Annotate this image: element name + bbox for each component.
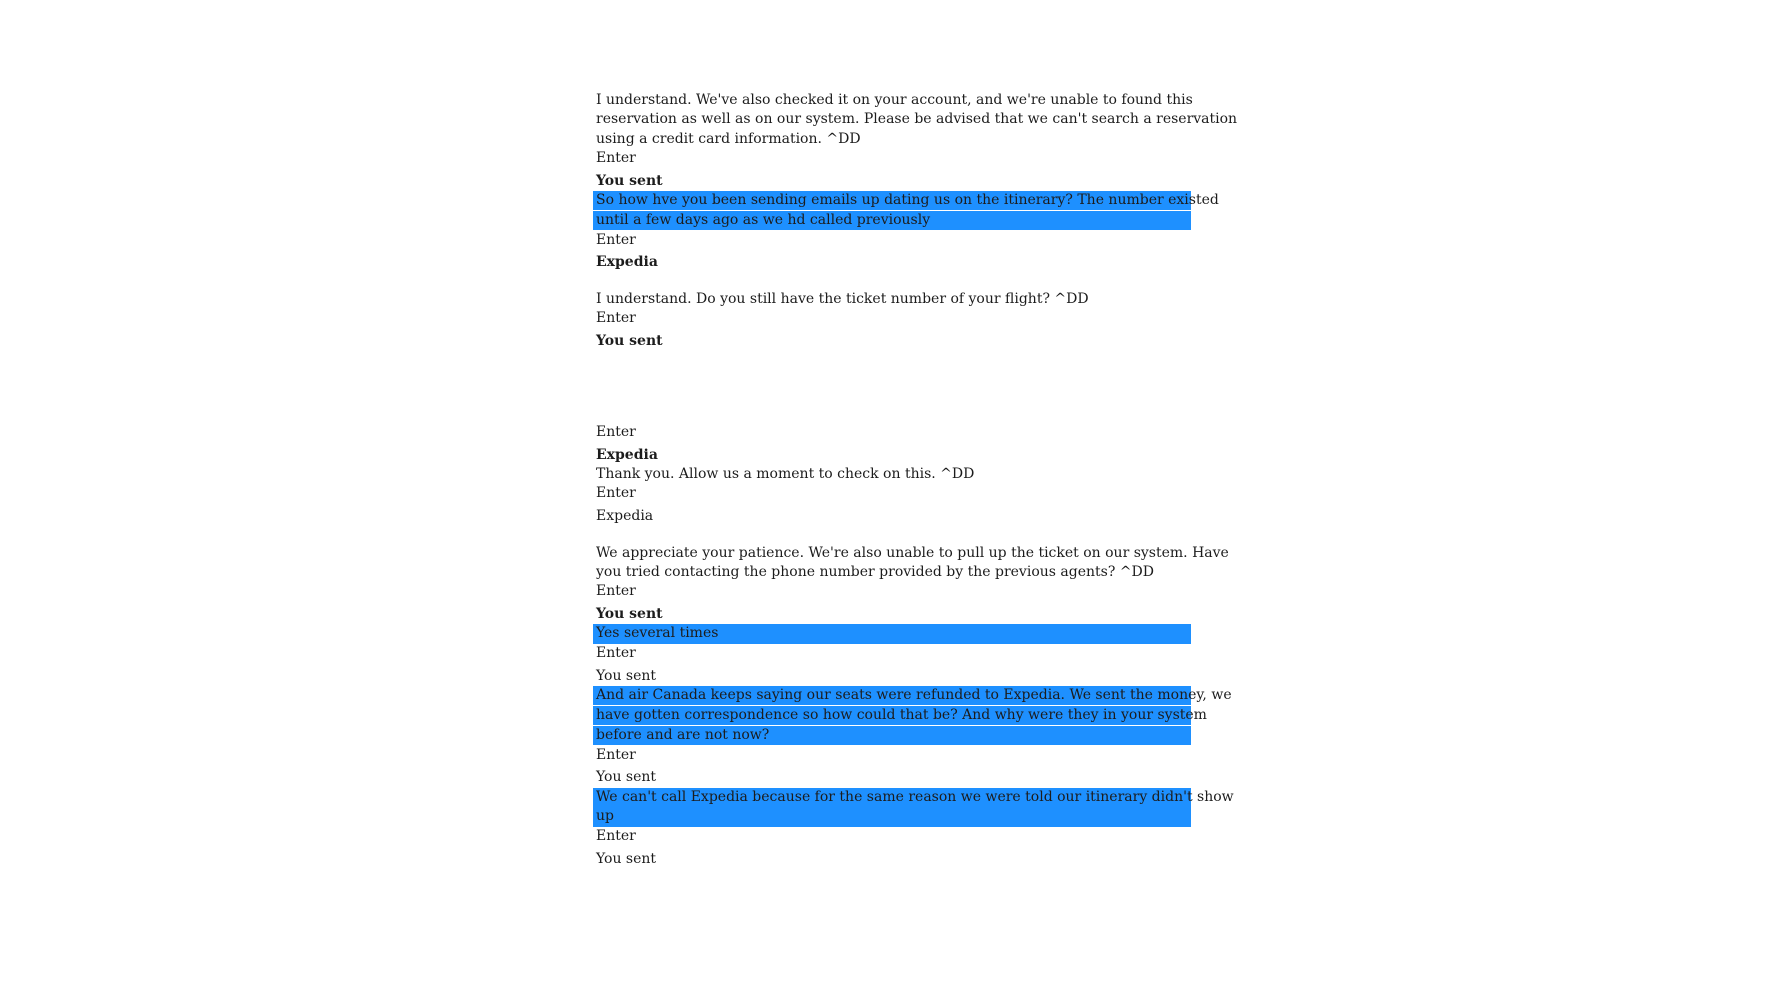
sender-label: You sent [596,851,657,867]
highlighted-message-line: before and are not now? [593,726,1191,745]
message-line: I understand. Do you still have the ticket number of your flight? ^DD [596,290,1089,307]
sender-label: You sent [596,172,663,189]
highlighted-message-line: We can't call Expedia because for the same reason we were told our itinerary didn't show [593,788,1191,807]
highlighted-message-line: Yes several times [593,624,1191,643]
highlighted-message-line: And air Canada keeps saying our seats were refunded to Expedia. We sent the money, we [593,686,1191,705]
enter-label: Enter [596,424,636,441]
message-block [596,253,1196,328]
message-block [596,507,1229,601]
enter-label: Enter [596,485,636,502]
message-block [596,605,1196,663]
message-block [596,172,1219,250]
message-block [596,768,1234,846]
enter-label: Enter [596,231,636,248]
message-block [596,850,1196,869]
enter-label: Enter [596,309,636,326]
message-block [596,446,1196,504]
message-block [596,332,1196,443]
blank-message-area [596,351,1196,423]
message-line: you tried contacting the phone number provided by the previous agents? ^DD [596,563,1154,580]
message-line: Thank you. Allow us a moment to check on this. ^DD [596,466,975,483]
highlighted-message-line: up [593,807,1191,826]
sender-label: Expedia [596,508,654,525]
highlighted-message-line: have gotten correspondence so how could that be? And why were they in your system [593,706,1191,725]
enter-label: Enter [596,645,636,662]
message-line: reservation as well as on our system. Please be advised that we can't search a reservation [596,111,1238,128]
message-block [596,91,1238,168]
highlighted-message-line: until a few days ago as we hd called previously [593,211,1191,230]
enter-label: Enter [596,828,636,845]
sender-label: You sent [596,605,663,622]
message-line: We appreciate your patience. We're also unable to pull up the ticket on our system. Have [596,544,1229,561]
sender-label: You sent [596,332,663,349]
enter-label: Enter [596,583,636,600]
message-block [596,667,1232,765]
sender-label: Expedia [596,446,658,463]
enter-label: Enter [596,149,636,166]
highlighted-message-line: So how hve you been sending emails up dating us on the itinerary? The number existed [593,191,1191,210]
sender-label: Expedia [596,254,658,271]
sender-label: You sent [596,769,657,786]
message-line: using a credit card information. ^DD [596,130,861,147]
chat-transcript-page [596,91,1238,869]
message-line: I understand. We've also checked it on your account, and we're unable to found this [596,92,1193,108]
enter-label: Enter [596,746,636,763]
sender-label: You sent [596,667,657,684]
